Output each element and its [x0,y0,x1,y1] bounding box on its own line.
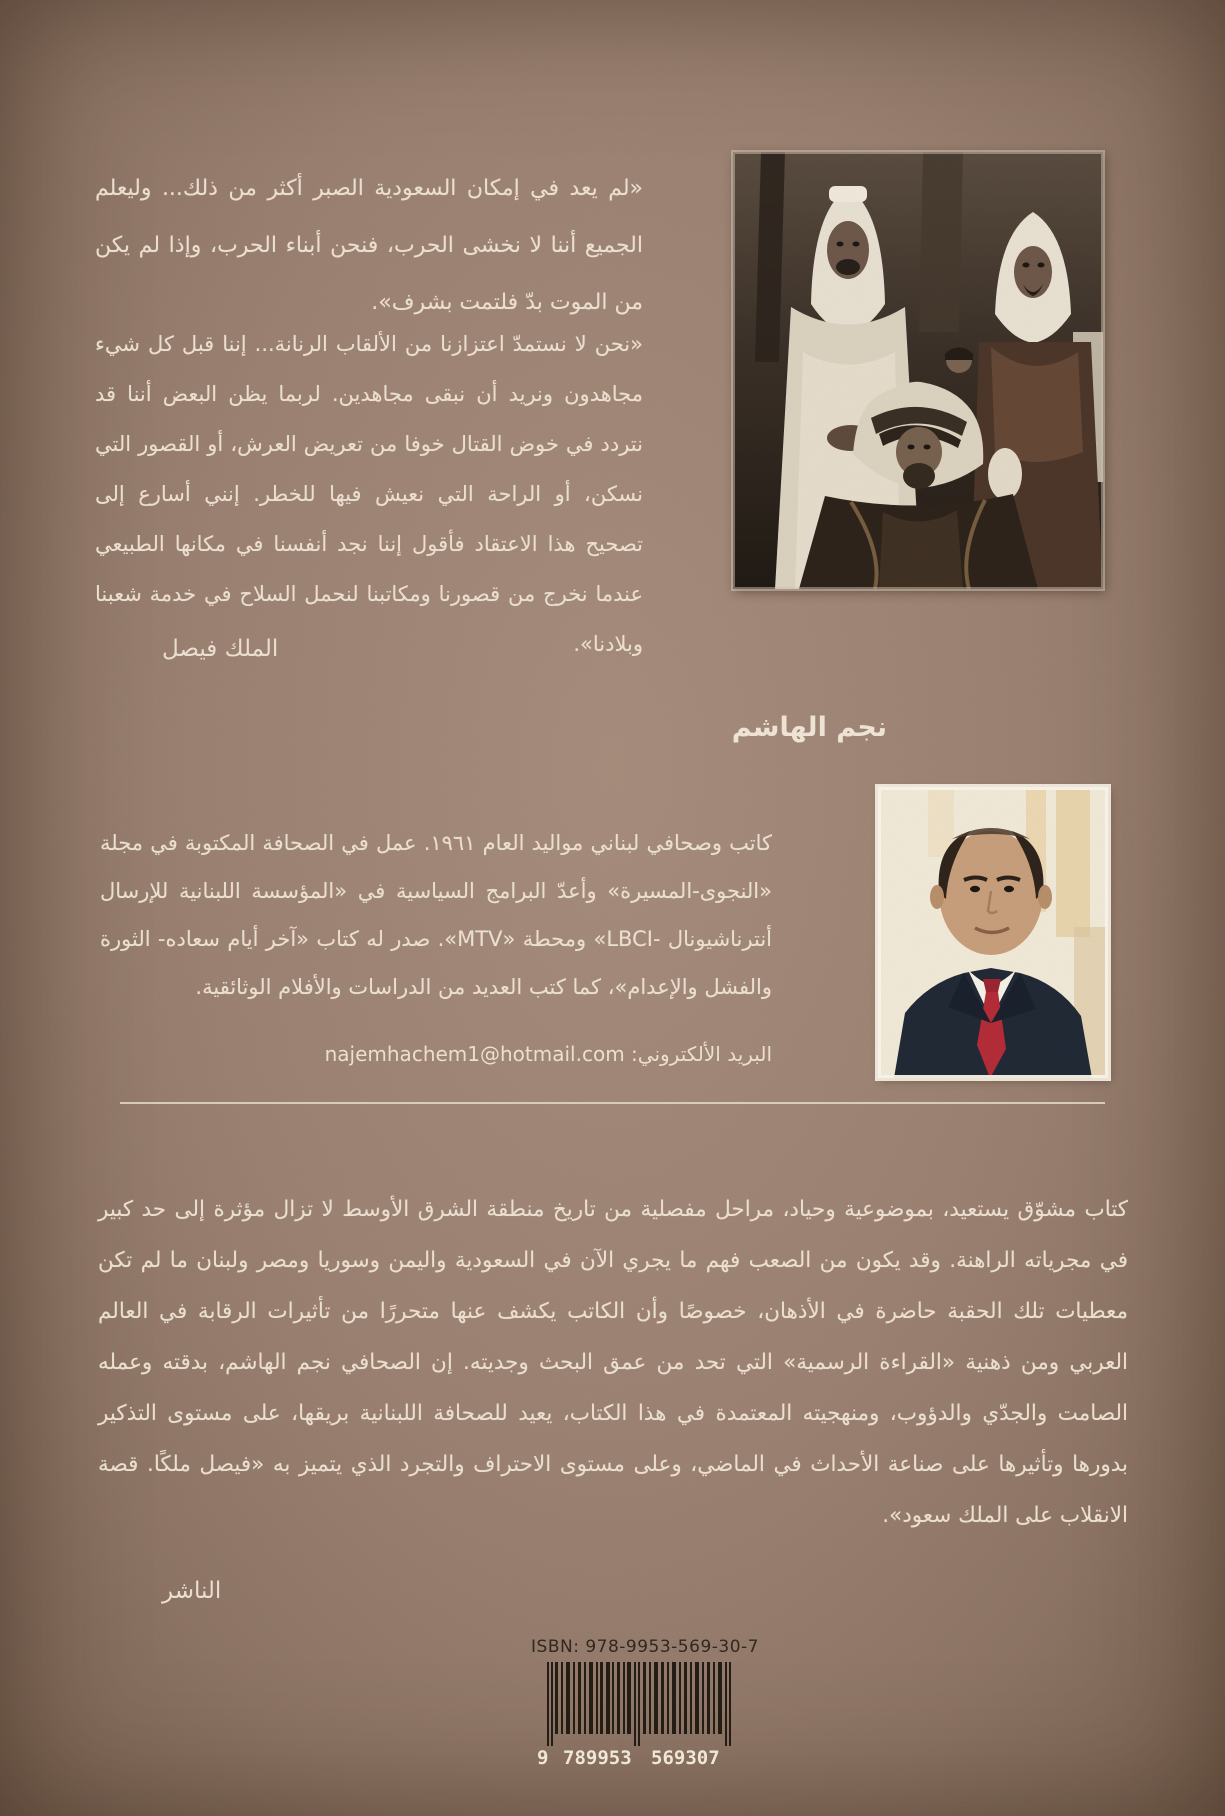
barcode-digits [537,1747,720,1768]
eye [1004,886,1014,892]
tie-knot [983,979,1001,992]
eye [1023,263,1030,268]
barcode-digit-group: 569307 [651,1747,720,1768]
ear [930,885,944,909]
isbn-text: ISBN: 978-9953-569-30-7 [531,1637,759,1657]
prince-faisal-face [1014,246,1052,298]
barcode-digit-group: 9 [537,1747,549,1768]
publisher-attribution: الناشر [162,1578,222,1604]
quote-attribution-king-faisal: الملك فيصل [162,636,279,662]
eye [853,242,860,247]
eye [1038,263,1045,268]
background-column [1056,787,1090,937]
email-label: البريد الألكتروني: [631,1042,772,1066]
email-line [100,1042,772,1066]
king-beard [903,463,935,489]
eye [970,886,980,892]
author-photo [878,787,1108,1078]
barcode [537,1662,747,1768]
section-divider [120,1102,1105,1104]
barcode-bars [547,1662,731,1746]
ear [1038,885,1052,909]
prince-saud-beard [836,259,860,275]
author-bio: كاتب وصحافي لبناني مواليد العام ١٩٦١. عمل في الصحافة المكتوبة في مجلة «النجوى-المسيرة» وأعدّ البرامج السياسية في «المؤسسة اللبنانية للإرسال أنترناشيونال -LBCI» ومحطة «MTV». صدر له كتاب «آخر أيام سعاده- الثورة والفشل والإعدام»، كما كتب العديد من الدراسات والأفلام الوثائقية. [100,831,773,999]
column [919,152,963,332]
robe-fold [879,510,963,589]
ghutra-cap [829,186,867,202]
barcode-digit-group: 789953 [563,1747,632,1768]
author-name-heading: نجم الهاشم [731,712,887,743]
faisal-quote-paragraph-2: «نحن لا نستمدّ اعتزازنا من الألقاب الرنانة... إننا قبل كل شيء مجاهدون ونريد أن نبقى مجاهدين. لربما يظن البعض أننا قد نتردد في خوض القتال خوفا من تعريض العرش، أو القصور التي نسكن، أو الراحة التي نعيش فيها للخطر. إنني أسارع إلى تصحيح هذا الاعتقاد فأقول إننا نجد أنفسنا في مكانها الطبيعي عندما نخرج من قصورنا ومكاتبنا لنحمل السلاح في خدمة شعبنا وبلادنا». [95,332,643,656]
eye [908,445,915,450]
royal-family-photo [733,152,1103,589]
email-address: najemhachem1@hotmail.com [324,1042,625,1066]
white-sleeve [988,448,1022,500]
publisher-description: كتاب مشوّق يستعيد، بموضوعية وحياد، مراحل مفصلية من تاريخ منطقة الشرق الأوسط لا تزال مؤثرة إلى حد كبير في مجرياته الراهنة. وقد يكون من الصعب فهم ما يجري الآن في السعودية واليمن وسوريا ومصر ولبنان ما لم تكن معطيات تلك الحقبة حاضرة في الأذهان، خصوصًا وأن الكاتب يكشف عنها متحررًا من تأثيرات الرقابة في العالم العربي ومن ذهنية «القراءة الرسمية» التي تحد من عمق البحث وجديته. إن الصحافي نجم الهاشم، بدقته وعمله الصامت والجدّي والدؤوب، ومنهجيته المعتمدة في هذا الكتاب، يعيد للصحافة اللبنانية بريقها، على مستوى التذكير بدورها وتأثيرها على صناعة الأحداث في الماضي، وعلى مستوى الاحتراف والتجرد الذي يتميز به «فيصل ملكًا. قصة الانقلاب على الملك سعود». [98,1196,1128,1528]
eye [837,242,844,247]
eye [924,445,931,450]
faisal-quote-paragraph-1: «لم يعد في إمكان السعودية الصبر أكثر من ذلك... وليعلم الجميع أننا لا نخشى الحرب، فنحن أبناء الحرب، وإذا لم يكن من الموت بدّ فلتمت بشرف». [95,176,643,315]
